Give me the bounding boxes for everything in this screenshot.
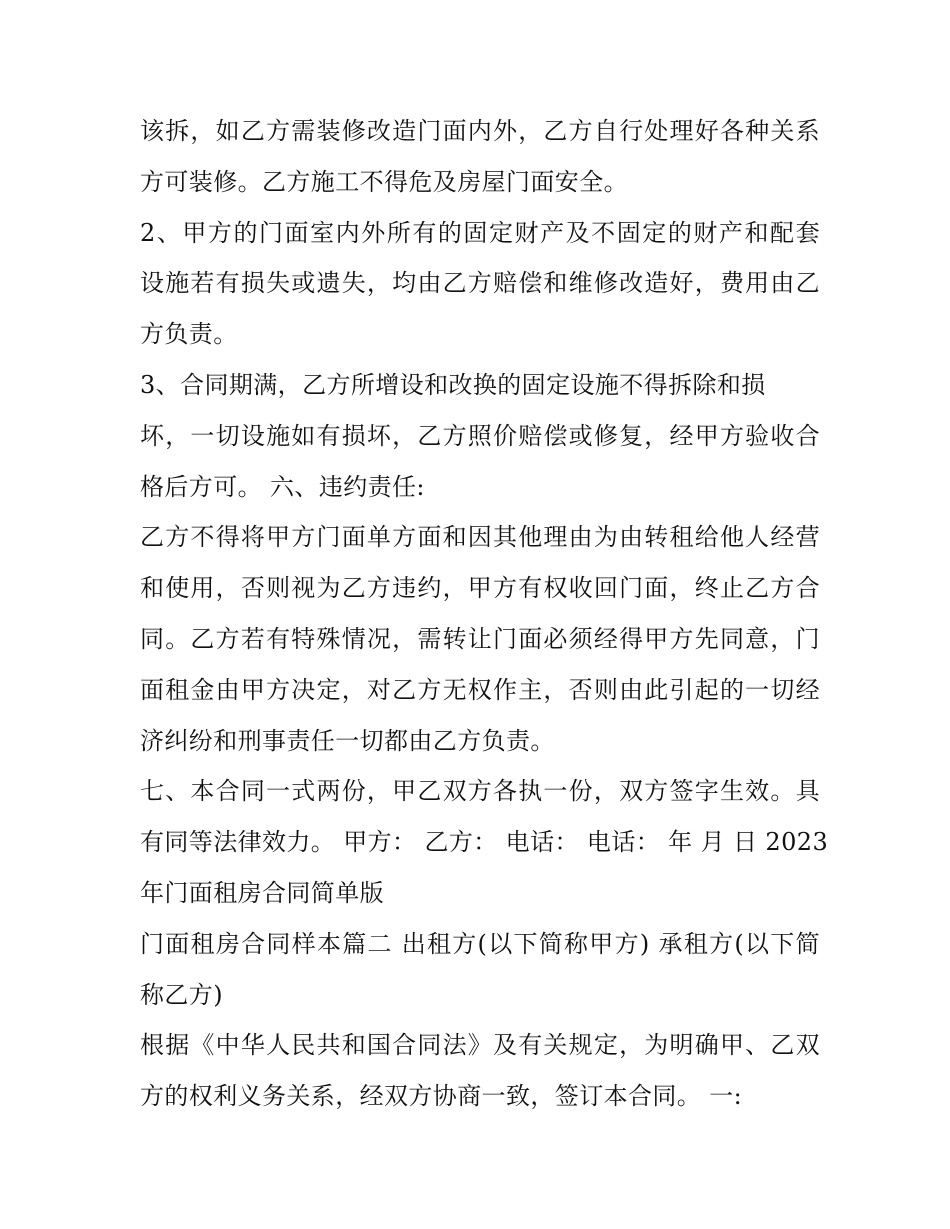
text-line-8: 格后方可。 六、违约责任: — [140, 472, 425, 501]
text-line-10: 和使用，否则视为乙方违约，甲方有权收回门面，终止乙方合 — [140, 574, 820, 603]
text-line-14: 七、本合同一式两份，甲乙双方各执一份，双方签字生效。具 — [140, 777, 820, 806]
text-line-4: 设施若有损失或遗失，均由乙方赔偿和维修改造好，费用由乙 — [140, 269, 820, 298]
text-line-1: 该拆，如乙方需装修改造门面内外，乙方自行处理好各种关系 — [140, 117, 820, 145]
text-line-11: 同。乙方若有特殊情况，需转让门面必须经得甲方先同意，门 — [140, 624, 820, 653]
text-line-2: 方可装修。乙方施工不得危及房屋门面安全。 — [140, 167, 628, 196]
text-line-6: 3、合同期满，乙方所增设和改换的固定设施不得拆除和损 — [140, 370, 766, 399]
text-line-12: 面租金由甲方决定，对乙方无权作主，否则由此引起的一切经 — [140, 675, 820, 704]
text-line-7: 坏，一切设施如有损坏，乙方照价赔偿或修复，经甲方验收合 — [140, 421, 820, 450]
text-line-18: 称乙方) — [140, 980, 223, 1009]
text-line-19: 根据《中华人民共和国合同法》及有关规定，为明确甲、乙双 — [140, 1031, 820, 1060]
text-line-3: 2、甲方的门面室内外所有的固定财产及不固定的财产和配套 — [140, 218, 820, 247]
document-body — [140, 106, 829, 1122]
text-line-9: 乙方不得将甲方门面单方面和因其他理由为由转租给他人经营 — [140, 523, 820, 552]
text-line-20: 方的权利义务关系，经双方协商一致，签订本合同。 一: — [140, 1082, 743, 1111]
text-line-13: 济纠纷和刑事责任一切都由乙方负责。 — [140, 726, 555, 755]
text-line-17: 门面租房合同样本篇二 出租方(以下简称甲方) 承租方(以下简 — [140, 929, 820, 958]
text-line-16: 年门面租房合同简单版 — [140, 878, 384, 907]
text-line-15: 有同等法律效力。 甲方： 乙方： 电话： 电话： 年 月 日 2023 — [140, 828, 829, 857]
text-line-5: 方负责。 — [140, 320, 238, 349]
